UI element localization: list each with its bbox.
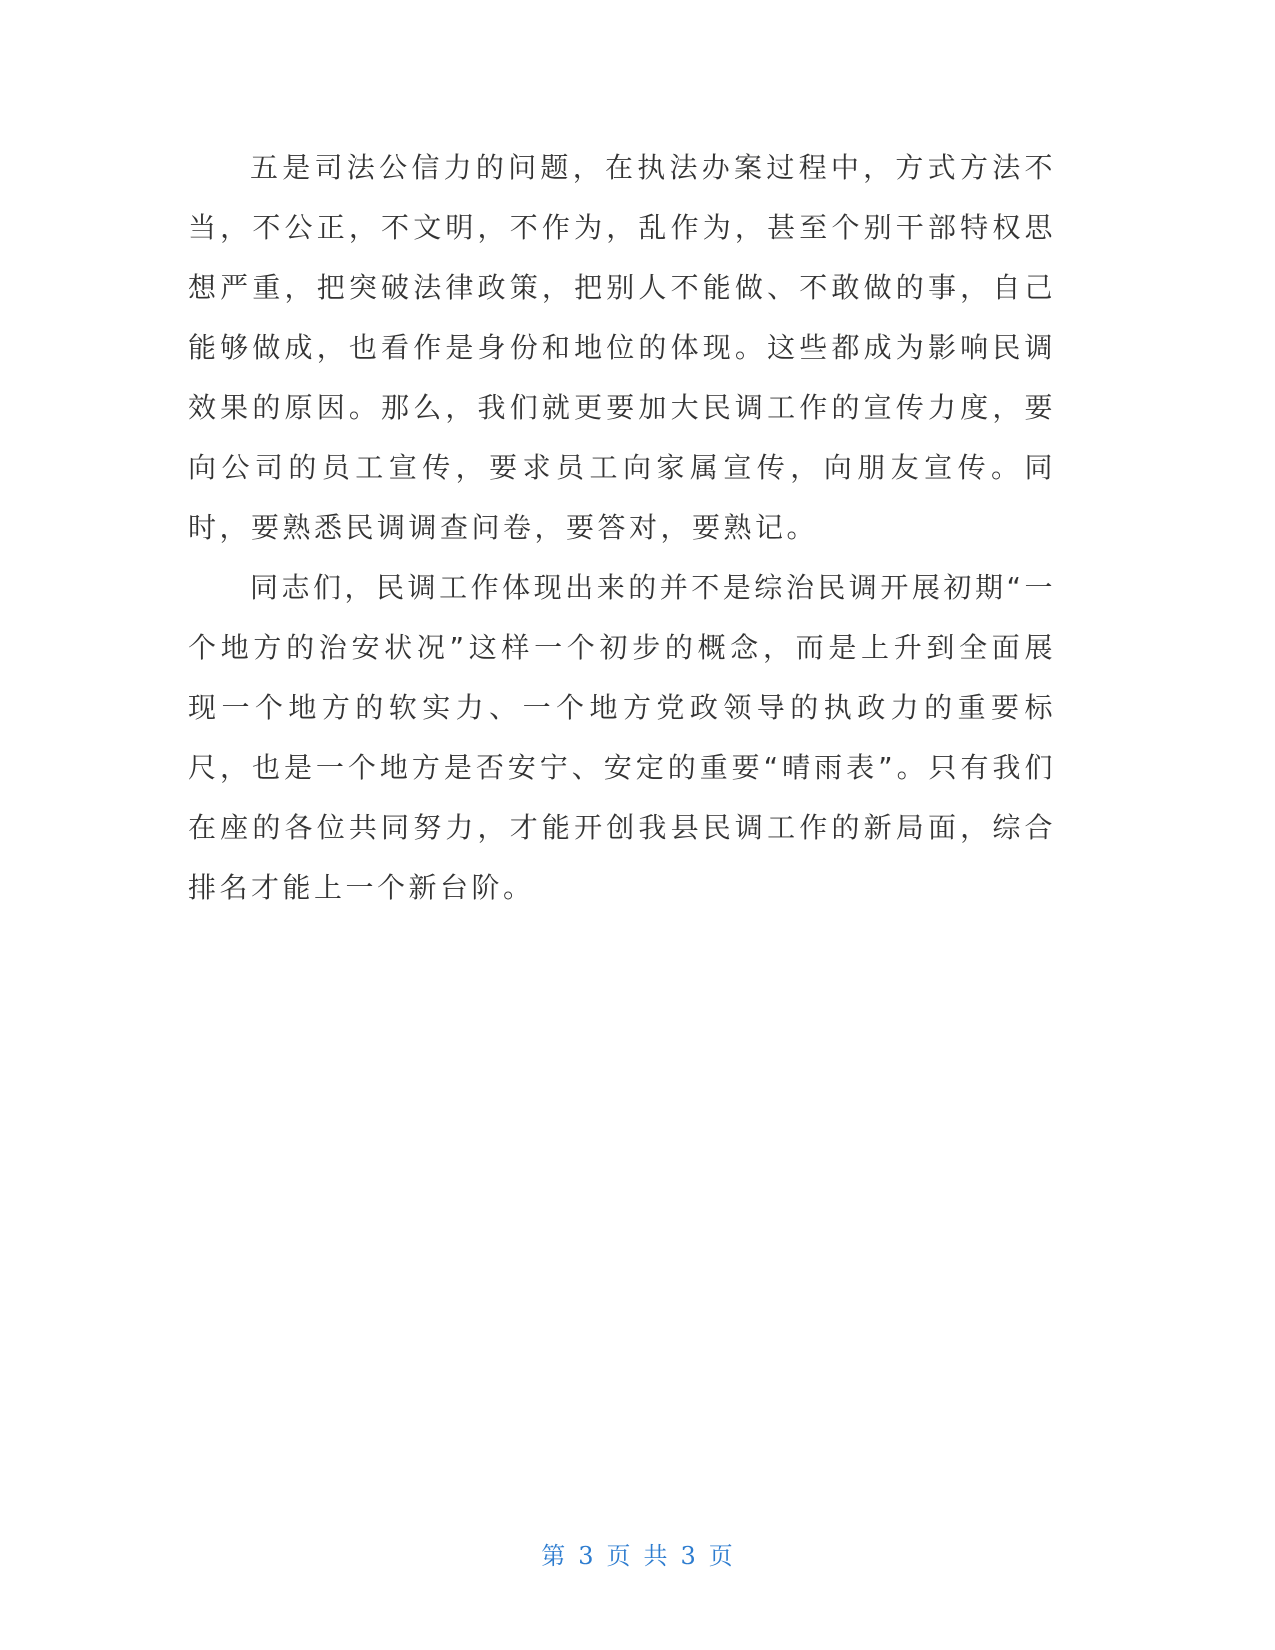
footer-total-pages: 3 [680, 1542, 697, 1570]
footer-total-prefix: 共 [643, 1542, 669, 1570]
footer-prefix: 第 [541, 1542, 567, 1570]
paragraph-2: 同志们，民调工作体现出来的并不是综治民调开展初期“一个地方的治安状况”这样一个初步的概念，而是上升到全面展现一个地方的软实力、一个地方党政领导的执政力的重要标尺，也是一个地方是否安宁、安定的重要“晴雨表”。只有我们在座的各位共同努力，才能开创我县民调工作的新局面，综合排名才能上一个新台阶。 [188, 571, 1056, 904]
footer-suffix: 页 [708, 1542, 734, 1570]
footer-current-page: 3 [578, 1542, 595, 1570]
footer-page-word: 页 [606, 1542, 632, 1570]
document-body [188, 138, 1056, 918]
paragraph-1: 五是司法公信力的问题，在执法办案过程中，方式方法不当，不公正，不文明，不作为，乱作为，甚至个别干部特权思想严重，把突破法律政策，把别人不能做、不敢做的事，自己能够做成，也看作是身份和地位的体现。这些都成为影响民调效果的原因。那么，我们就更要加大民调工作的宣传力度，要向公司的员工宣传，要求员工向家属宣传，向朋友宣传。同时，要熟悉民调调查问卷，要答对，要熟记。 [188, 151, 1056, 544]
page-footer [0, 1536, 1275, 1571]
